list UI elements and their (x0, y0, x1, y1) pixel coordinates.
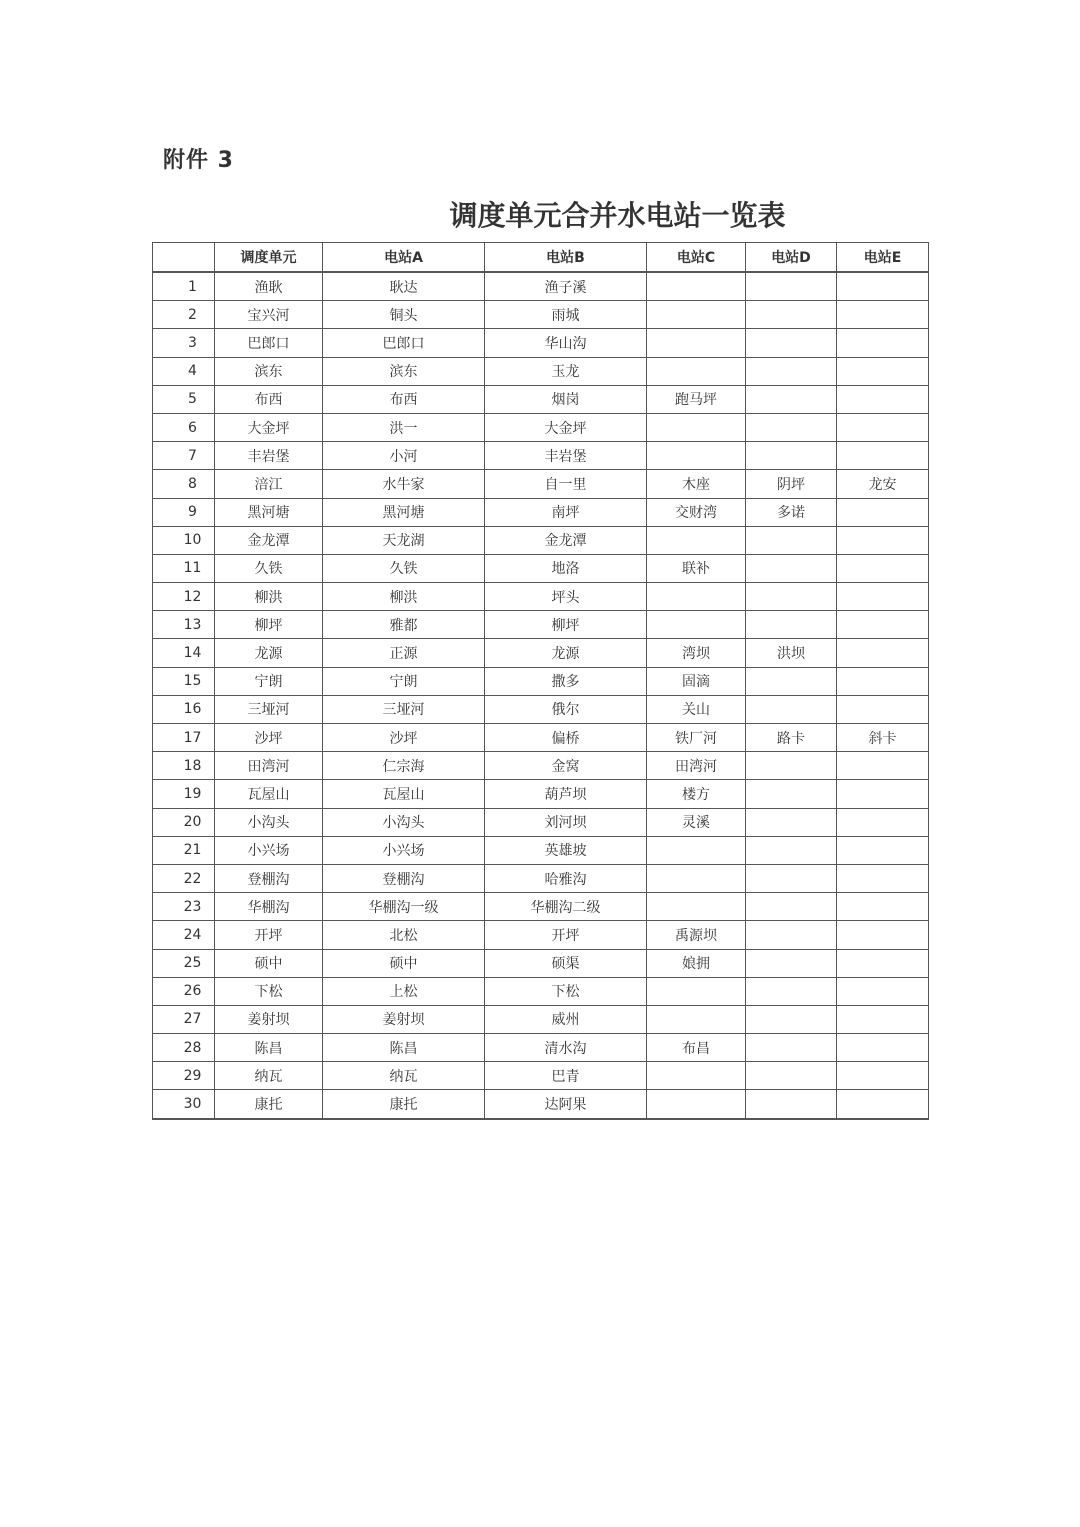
station-c-cell: 田湾河 (647, 752, 746, 780)
index-header (153, 243, 215, 273)
row-index: 3 (153, 329, 215, 357)
row-index: 30 (153, 1090, 215, 1119)
station-b-cell: 玉龙 (485, 357, 647, 385)
table-row (153, 836, 929, 864)
station-b-cell: 撒多 (485, 667, 647, 695)
dispatch-unit-cell: 龙源 (215, 639, 323, 667)
dispatch-unit-cell: 柳洪 (215, 583, 323, 611)
station-d-cell (746, 977, 837, 1005)
station-b-cell: 硕渠 (485, 949, 647, 977)
row-index: 23 (153, 893, 215, 921)
station-b-cell: 开坪 (485, 921, 647, 949)
dispatch-unit-cell: 布西 (215, 385, 323, 413)
dispatch-unit-cell: 丰岩堡 (215, 442, 323, 470)
station-a-cell: 小河 (323, 442, 485, 470)
station-c-cell (647, 583, 746, 611)
dispatch-unit-cell: 华棚沟 (215, 893, 323, 921)
station-c-cell: 跑马坪 (647, 385, 746, 413)
station-c-cell (647, 413, 746, 441)
station-e-cell (837, 1062, 929, 1090)
station-c-cell (647, 1062, 746, 1090)
dispatch-unit-header: 调度单元 (215, 243, 323, 273)
row-index: 13 (153, 611, 215, 639)
station-e-cell (837, 554, 929, 582)
station-a-cell: 小兴场 (323, 836, 485, 864)
row-index: 24 (153, 921, 215, 949)
station-c-cell (647, 272, 746, 301)
station-a-cell: 耿达 (323, 272, 485, 301)
station-b-cell: 哈雅沟 (485, 864, 647, 892)
station-a-cell: 黑河塘 (323, 498, 485, 526)
table-row (153, 301, 929, 329)
station-c-cell: 关山 (647, 695, 746, 723)
dispatch-unit-cell: 纳瓦 (215, 1062, 323, 1090)
station-c-header: 电站C (647, 243, 746, 273)
station-c-cell: 布昌 (647, 1034, 746, 1062)
station-c-cell (647, 301, 746, 329)
station-b-cell: 刘河坝 (485, 808, 647, 836)
station-e-cell (837, 385, 929, 413)
station-d-cell (746, 413, 837, 441)
station-b-cell: 葫芦坝 (485, 780, 647, 808)
station-e-cell (837, 808, 929, 836)
table-row (153, 385, 929, 413)
station-e-cell: 龙安 (837, 470, 929, 498)
station-e-cell (837, 1005, 929, 1033)
station-b-cell: 地洛 (485, 554, 647, 582)
table-row (153, 1005, 929, 1033)
station-d-header: 电站D (746, 243, 837, 273)
station-e-cell: 斜卡 (837, 724, 929, 752)
row-index: 25 (153, 949, 215, 977)
station-c-cell (647, 1090, 746, 1119)
table-row (153, 695, 929, 723)
station-a-cell: 瓦屋山 (323, 780, 485, 808)
station-e-cell (837, 272, 929, 301)
station-c-cell: 固滴 (647, 667, 746, 695)
station-c-cell: 禹源坝 (647, 921, 746, 949)
station-c-cell: 湾坝 (647, 639, 746, 667)
station-c-cell (647, 977, 746, 1005)
station-a-cell: 康托 (323, 1090, 485, 1119)
station-c-cell: 铁厂河 (647, 724, 746, 752)
station-d-cell (746, 1090, 837, 1119)
station-c-cell: 联补 (647, 554, 746, 582)
station-e-cell (837, 442, 929, 470)
station-a-cell: 华棚沟一级 (323, 893, 485, 921)
station-e-cell (837, 949, 929, 977)
station-d-cell (746, 667, 837, 695)
station-b-cell: 渔子溪 (485, 272, 647, 301)
station-c-cell (647, 1005, 746, 1033)
station-a-cell: 正源 (323, 639, 485, 667)
station-c-cell (647, 611, 746, 639)
row-index: 28 (153, 1034, 215, 1062)
station-d-cell (746, 442, 837, 470)
station-a-cell: 沙坪 (323, 724, 485, 752)
station-d-cell (746, 611, 837, 639)
station-a-cell: 雅都 (323, 611, 485, 639)
table-row (153, 442, 929, 470)
station-d-cell (746, 752, 837, 780)
row-index: 9 (153, 498, 215, 526)
station-e-cell (837, 864, 929, 892)
station-b-cell: 英雄坡 (485, 836, 647, 864)
station-b-cell: 龙源 (485, 639, 647, 667)
station-a-cell: 久铁 (323, 554, 485, 582)
station-a-header: 电站A (323, 243, 485, 273)
station-b-cell: 威州 (485, 1005, 647, 1033)
station-e-cell (837, 357, 929, 385)
dispatch-unit-cell: 陈昌 (215, 1034, 323, 1062)
station-d-cell (746, 1034, 837, 1062)
dispatch-unit-cell: 涪江 (215, 470, 323, 498)
station-a-cell: 姜射坝 (323, 1005, 485, 1033)
station-d-cell (746, 695, 837, 723)
station-d-cell (746, 329, 837, 357)
dispatch-unit-cell: 渔耿 (215, 272, 323, 301)
row-index: 14 (153, 639, 215, 667)
station-d-cell: 洪坝 (746, 639, 837, 667)
dispatch-unit-cell: 滨东 (215, 357, 323, 385)
station-e-cell (837, 780, 929, 808)
dispatch-unit-cell: 硕中 (215, 949, 323, 977)
station-b-cell: 巴青 (485, 1062, 647, 1090)
row-index: 4 (153, 357, 215, 385)
station-b-cell: 南坪 (485, 498, 647, 526)
dispatch-unit-cell: 黑河塘 (215, 498, 323, 526)
row-index: 2 (153, 301, 215, 329)
station-d-cell (746, 583, 837, 611)
station-c-cell: 交财湾 (647, 498, 746, 526)
station-a-cell: 硕中 (323, 949, 485, 977)
station-a-cell: 铜头 (323, 301, 485, 329)
table-row (153, 357, 929, 385)
table-body (153, 272, 929, 1119)
station-d-cell (746, 357, 837, 385)
dispatch-unit-cell: 柳坪 (215, 611, 323, 639)
table-row (153, 780, 929, 808)
station-e-cell (837, 695, 929, 723)
station-d-cell (746, 301, 837, 329)
station-e-cell (837, 611, 929, 639)
station-d-cell (746, 949, 837, 977)
station-d-cell (746, 1005, 837, 1033)
table-row (153, 639, 929, 667)
station-b-cell: 金龙潭 (485, 526, 647, 554)
station-c-cell (647, 442, 746, 470)
dispatch-unit-cell: 姜射坝 (215, 1005, 323, 1033)
station-b-cell: 下松 (485, 977, 647, 1005)
row-index: 29 (153, 1062, 215, 1090)
station-a-cell: 洪一 (323, 413, 485, 441)
row-index: 26 (153, 977, 215, 1005)
dispatch-unit-cell: 田湾河 (215, 752, 323, 780)
station-d-cell: 多诺 (746, 498, 837, 526)
station-e-cell (837, 1090, 929, 1119)
station-b-cell: 雨城 (485, 301, 647, 329)
dispatch-unit-cell: 巴郎口 (215, 329, 323, 357)
station-d-cell (746, 1062, 837, 1090)
station-a-cell: 纳瓦 (323, 1062, 485, 1090)
station-d-cell (746, 526, 837, 554)
station-e-cell (837, 752, 929, 780)
station-c-cell: 灵溪 (647, 808, 746, 836)
station-d-cell (746, 893, 837, 921)
station-d-cell (746, 780, 837, 808)
table-row (153, 724, 929, 752)
station-table (152, 242, 929, 1120)
station-a-cell: 滨东 (323, 357, 485, 385)
station-b-cell: 柳坪 (485, 611, 647, 639)
station-d-cell (746, 836, 837, 864)
station-c-cell (647, 357, 746, 385)
dispatch-unit-cell: 开坪 (215, 921, 323, 949)
station-a-cell: 布西 (323, 385, 485, 413)
table-row (153, 413, 929, 441)
dispatch-unit-cell: 康托 (215, 1090, 323, 1119)
station-e-header: 电站E (837, 243, 929, 273)
station-a-cell: 柳洪 (323, 583, 485, 611)
station-d-cell (746, 554, 837, 582)
table-header (153, 243, 929, 273)
station-d-cell (746, 385, 837, 413)
dispatch-unit-cell: 宝兴河 (215, 301, 323, 329)
table-row (153, 667, 929, 695)
station-b-header: 电站B (485, 243, 647, 273)
row-index: 27 (153, 1005, 215, 1033)
station-b-cell: 偏桥 (485, 724, 647, 752)
station-b-cell: 坪头 (485, 583, 647, 611)
table-row (153, 949, 929, 977)
station-e-cell (837, 498, 929, 526)
station-a-cell: 小沟头 (323, 808, 485, 836)
station-b-cell: 清水沟 (485, 1034, 647, 1062)
station-a-cell: 北松 (323, 921, 485, 949)
dispatch-unit-cell: 小沟头 (215, 808, 323, 836)
dispatch-unit-cell: 瓦屋山 (215, 780, 323, 808)
station-b-cell: 金窝 (485, 752, 647, 780)
station-a-cell: 天龙湖 (323, 526, 485, 554)
station-e-cell (837, 413, 929, 441)
station-e-cell (837, 921, 929, 949)
table-row (153, 1090, 929, 1119)
table-row (153, 977, 929, 1005)
station-a-cell: 巴郎口 (323, 329, 485, 357)
station-c-cell: 娘拥 (647, 949, 746, 977)
dispatch-unit-cell: 下松 (215, 977, 323, 1005)
table-row (153, 470, 929, 498)
table-row (153, 1062, 929, 1090)
dispatch-unit-cell: 三垭河 (215, 695, 323, 723)
station-a-cell: 陈昌 (323, 1034, 485, 1062)
row-index: 15 (153, 667, 215, 695)
table-row (153, 498, 929, 526)
document-title: 调度单元合并水电站一览表 (449, 199, 786, 232)
row-index: 16 (153, 695, 215, 723)
station-b-cell: 大金坪 (485, 413, 647, 441)
station-b-cell: 华山沟 (485, 329, 647, 357)
station-b-cell: 华棚沟二级 (485, 893, 647, 921)
row-index: 7 (153, 442, 215, 470)
station-d-cell (746, 921, 837, 949)
station-d-cell (746, 808, 837, 836)
station-a-cell: 仁宗海 (323, 752, 485, 780)
dispatch-unit-cell: 金龙潭 (215, 526, 323, 554)
row-index: 19 (153, 780, 215, 808)
row-index: 22 (153, 864, 215, 892)
station-e-cell (837, 1034, 929, 1062)
table-row (153, 554, 929, 582)
row-index: 11 (153, 554, 215, 582)
station-e-cell (837, 893, 929, 921)
station-b-cell: 自一里 (485, 470, 647, 498)
table-row (153, 1034, 929, 1062)
row-index: 5 (153, 385, 215, 413)
row-index: 21 (153, 836, 215, 864)
station-b-cell: 丰岩堡 (485, 442, 647, 470)
table-row (153, 752, 929, 780)
station-e-cell (837, 639, 929, 667)
station-c-cell: 楼方 (647, 780, 746, 808)
row-index: 18 (153, 752, 215, 780)
table-row (153, 864, 929, 892)
station-e-cell (837, 977, 929, 1005)
station-c-cell (647, 836, 746, 864)
station-a-cell: 登棚沟 (323, 864, 485, 892)
station-a-cell: 上松 (323, 977, 485, 1005)
station-b-cell: 烟岗 (485, 385, 647, 413)
station-c-cell (647, 893, 746, 921)
row-index: 17 (153, 724, 215, 752)
station-b-cell: 达阿果 (485, 1090, 647, 1119)
station-e-cell (837, 836, 929, 864)
table-row (153, 921, 929, 949)
dispatch-unit-cell: 登棚沟 (215, 864, 323, 892)
station-d-cell: 路卡 (746, 724, 837, 752)
station-c-cell (647, 526, 746, 554)
dispatch-unit-cell: 小兴场 (215, 836, 323, 864)
station-d-cell: 阴坪 (746, 470, 837, 498)
dispatch-unit-cell: 久铁 (215, 554, 323, 582)
dispatch-unit-cell: 宁朗 (215, 667, 323, 695)
dispatch-unit-cell: 沙坪 (215, 724, 323, 752)
row-index: 6 (153, 413, 215, 441)
station-d-cell (746, 864, 837, 892)
table-row (153, 526, 929, 554)
table-row (153, 893, 929, 921)
table-row (153, 329, 929, 357)
row-index: 1 (153, 272, 215, 301)
station-c-cell (647, 864, 746, 892)
station-a-cell: 水牛家 (323, 470, 485, 498)
station-e-cell (837, 301, 929, 329)
row-index: 8 (153, 470, 215, 498)
station-c-cell (647, 329, 746, 357)
station-a-cell: 三垭河 (323, 695, 485, 723)
table-row (153, 272, 929, 301)
station-e-cell (837, 583, 929, 611)
table-row (153, 611, 929, 639)
station-e-cell (837, 526, 929, 554)
station-e-cell (837, 667, 929, 695)
table-row (153, 583, 929, 611)
station-b-cell: 俄尔 (485, 695, 647, 723)
row-index: 20 (153, 808, 215, 836)
station-e-cell (837, 329, 929, 357)
table-row (153, 808, 929, 836)
row-index: 10 (153, 526, 215, 554)
attachment-label: 附件 3 (163, 148, 234, 173)
header-row (153, 243, 929, 273)
row-index: 12 (153, 583, 215, 611)
dispatch-unit-cell: 大金坪 (215, 413, 323, 441)
station-a-cell: 宁朗 (323, 667, 485, 695)
station-d-cell (746, 272, 837, 301)
station-c-cell: 木座 (647, 470, 746, 498)
